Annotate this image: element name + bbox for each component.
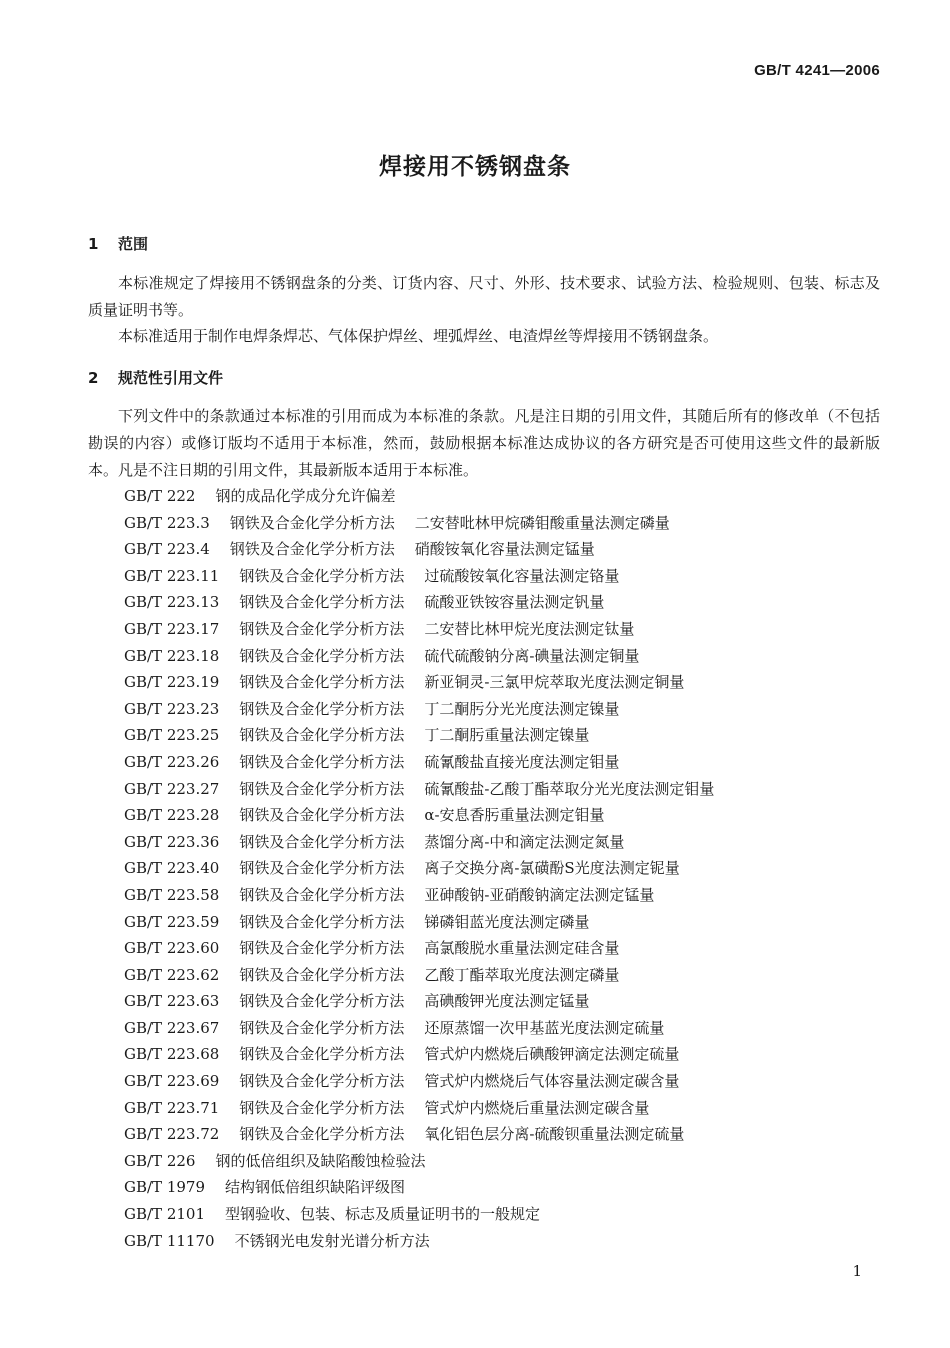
reference-item bbox=[124, 616, 714, 643]
reference-title: 钢铁及合金化学分析方法 bbox=[239, 832, 405, 851]
reference-title: 钢的低倍组织及缺陷酸蚀检验法 bbox=[215, 1151, 426, 1170]
section-number: 2 bbox=[88, 369, 99, 387]
reference-title: 钢铁及合金化学分析方法 bbox=[239, 859, 405, 878]
reference-method: 硫氰酸盐-乙酸丁酯萃取分光光度法测定钼量 bbox=[424, 779, 715, 798]
reference-code: GB/T 223.4 bbox=[124, 540, 210, 559]
section-number: 1 bbox=[88, 235, 99, 253]
reference-code: GB/T 223.72 bbox=[124, 1125, 220, 1144]
document-title: 焊接用不锈钢盘条 bbox=[379, 154, 571, 180]
standard-code: GB/T 4241—2006 bbox=[754, 62, 880, 79]
reference-code: GB/T 223.28 bbox=[124, 806, 220, 825]
reference-item bbox=[124, 510, 714, 537]
reference-title: 钢铁及合金化学分析方法 bbox=[229, 513, 395, 532]
section-1-heading bbox=[88, 233, 148, 254]
reference-method: 管式炉内燃烧后重量法测定碳含量 bbox=[424, 1098, 650, 1117]
reference-method: 高氯酸脱水重量法测定硅含量 bbox=[424, 939, 620, 958]
reference-title: 钢铁及合金化学分析方法 bbox=[239, 965, 405, 984]
reference-code: GB/T 1979 bbox=[124, 1178, 206, 1197]
reference-method: 新亚铜灵-三氯甲烷萃取光度法测定铜量 bbox=[424, 673, 685, 692]
section-title: 范围 bbox=[118, 235, 149, 253]
section-2-heading bbox=[88, 367, 223, 388]
reference-code: GB/T 223.18 bbox=[124, 646, 220, 665]
reference-code: GB/T 223.67 bbox=[124, 1018, 220, 1037]
reference-title: 钢铁及合金化学分析方法 bbox=[239, 1045, 405, 1064]
reference-method: 二安替吡林甲烷磷钼酸重量法测定磷量 bbox=[414, 513, 670, 532]
reference-method: 离子交换分离-氯磺酚S光度法测定铌量 bbox=[424, 859, 680, 878]
reference-title: 钢铁及合金化学分析方法 bbox=[239, 619, 405, 638]
reference-code: GB/T 223.60 bbox=[124, 939, 220, 958]
reference-item bbox=[124, 1041, 714, 1068]
reference-method: 还原蒸馏一次甲基蓝光度法测定硫量 bbox=[424, 1018, 665, 1037]
reference-method: 锑磷钼蓝光度法测定磷量 bbox=[424, 912, 590, 931]
reference-item bbox=[124, 1015, 714, 1042]
reference-code: GB/T 226 bbox=[124, 1151, 196, 1170]
reference-item bbox=[124, 749, 714, 776]
reference-method: 丁二酮肟重量法测定镍量 bbox=[424, 726, 590, 745]
reference-item bbox=[124, 1228, 714, 1255]
reference-method: 硫氰酸盐直接光度法测定钼量 bbox=[424, 752, 620, 771]
reference-item bbox=[124, 643, 714, 670]
reference-item bbox=[124, 536, 714, 563]
reference-title: 钢铁及合金化学分析方法 bbox=[229, 540, 395, 559]
reference-item bbox=[124, 722, 714, 749]
reference-code: GB/T 223.11 bbox=[124, 566, 220, 585]
reference-title: 钢铁及合金化学分析方法 bbox=[239, 779, 405, 798]
reference-method: 过硫酸铵氧化容量法测定铬量 bbox=[424, 566, 620, 585]
reference-code: GB/T 223.69 bbox=[124, 1072, 220, 1091]
reference-method: 蒸馏分离-中和滴定法测定氮量 bbox=[424, 832, 625, 851]
reference-title: 钢铁及合金化学分析方法 bbox=[239, 992, 405, 1011]
reference-code: GB/T 222 bbox=[124, 487, 196, 505]
reference-item bbox=[124, 855, 714, 882]
reference-title: 钢铁及合金化学分析方法 bbox=[239, 566, 405, 585]
reference-title: 钢铁及合金化学分析方法 bbox=[239, 1125, 405, 1144]
reference-item bbox=[124, 776, 714, 803]
reference-code: GB/T 2101 bbox=[124, 1205, 206, 1224]
reference-title: 不锈钢光电发射光谱分析方法 bbox=[234, 1231, 430, 1250]
section-title: 规范性引用文件 bbox=[118, 369, 224, 387]
paragraph: 本标准规定了焊接用不锈钢盘条的分类、订货内容、尺寸、外形、技术要求、试验方法、检验规则、包装、标志及质量证明书等。 bbox=[88, 274, 880, 319]
reference-code: GB/T 223.63 bbox=[124, 992, 220, 1011]
reference-item bbox=[124, 829, 714, 856]
reference-item bbox=[124, 935, 714, 962]
reference-title: 型钢验收、包装、标志及质量证明书的一般规定 bbox=[225, 1205, 541, 1224]
reference-code: GB/T 223.71 bbox=[124, 1098, 220, 1117]
reference-item bbox=[124, 1201, 714, 1228]
reference-item bbox=[124, 589, 714, 616]
reference-title: 钢铁及合金化学分析方法 bbox=[239, 1098, 405, 1117]
reference-code: GB/T 223.62 bbox=[124, 965, 220, 984]
reference-code: GB/T 223.58 bbox=[124, 885, 220, 904]
reference-title: 钢铁及合金化学分析方法 bbox=[239, 885, 405, 904]
reference-item bbox=[124, 563, 714, 590]
reference-title: 钢铁及合金化学分析方法 bbox=[239, 806, 405, 825]
reference-title: 钢铁及合金化学分析方法 bbox=[239, 593, 405, 612]
reference-list bbox=[124, 483, 714, 1254]
paragraph: 下列文件中的条款通过本标准的引用而成为本标准的条款。凡是注日期的引用文件，其随后所有的修改单（不包括勘误的内容）或修订版均不适用于本标准，然而，鼓励根据本标准达成协议的各方研究是否可使用这些文件的最新版本。凡是不注日期的引用文件，其最新版本适用于本标准。 bbox=[88, 407, 880, 479]
reference-title: 钢铁及合金化学分析方法 bbox=[239, 939, 405, 958]
reference-code: GB/T 223.13 bbox=[124, 593, 220, 612]
reference-title: 钢铁及合金化学分析方法 bbox=[239, 726, 405, 745]
reference-item bbox=[124, 483, 714, 510]
paragraph: 本标准适用于制作电焊条焊芯、气体保护焊丝、埋弧焊丝、电渣焊丝等焊接用不锈钢盘条。 bbox=[118, 327, 719, 345]
reference-item bbox=[124, 1148, 714, 1175]
reference-title: 钢铁及合金化学分析方法 bbox=[239, 699, 405, 718]
reference-item bbox=[124, 988, 714, 1015]
reference-method: α-安息香肟重量法测定钼量 bbox=[424, 806, 605, 825]
reference-item bbox=[124, 909, 714, 936]
reference-title: 结构钢低倍组织缺陷评级图 bbox=[225, 1178, 406, 1197]
reference-method: 管式炉内燃烧后碘酸钾滴定法测定硫量 bbox=[424, 1045, 680, 1064]
reference-item bbox=[124, 1095, 714, 1122]
reference-code: GB/T 223.3 bbox=[124, 513, 210, 532]
reference-item bbox=[124, 696, 714, 723]
reference-method: 亚砷酸钠-亚硝酸钠滴定法测定锰量 bbox=[424, 885, 655, 904]
reference-title: 钢铁及合金化学分析方法 bbox=[239, 646, 405, 665]
reference-title: 钢铁及合金化学分析方法 bbox=[239, 752, 405, 771]
reference-code: GB/T 223.19 bbox=[124, 673, 220, 692]
reference-title: 钢铁及合金化学分析方法 bbox=[239, 673, 405, 692]
reference-method: 二安替比林甲烷光度法测定钛量 bbox=[424, 619, 635, 638]
reference-method: 硫酸亚铁铵容量法测定钒量 bbox=[424, 593, 605, 612]
reference-code: GB/T 223.26 bbox=[124, 752, 220, 771]
reference-code: GB/T 223.68 bbox=[124, 1045, 220, 1064]
reference-code: GB/T 223.25 bbox=[124, 726, 220, 745]
reference-code: GB/T 223.17 bbox=[124, 619, 220, 638]
reference-code: GB/T 223.40 bbox=[124, 859, 220, 878]
reference-code: GB/T 223.27 bbox=[124, 779, 220, 798]
reference-title: 钢的成品化学成分允许偏差 bbox=[215, 487, 396, 505]
reference-title: 钢铁及合金化学分析方法 bbox=[239, 912, 405, 931]
reference-title: 钢铁及合金化学分析方法 bbox=[239, 1072, 405, 1091]
reference-item bbox=[124, 669, 714, 696]
reference-item bbox=[124, 802, 714, 829]
reference-method: 硝酸铵氧化容量法测定锰量 bbox=[414, 540, 595, 559]
reference-item bbox=[124, 962, 714, 989]
reference-code: GB/T 223.23 bbox=[124, 699, 220, 718]
reference-item bbox=[124, 1121, 714, 1148]
reference-method: 管式炉内燃烧后气体容量法测定碳含量 bbox=[424, 1072, 680, 1091]
reference-item bbox=[124, 1068, 714, 1095]
reference-code: GB/T 223.59 bbox=[124, 912, 220, 931]
reference-title: 钢铁及合金化学分析方法 bbox=[239, 1018, 405, 1037]
reference-method: 硫代硫酸钠分离-碘量法测定铜量 bbox=[424, 646, 640, 665]
reference-method: 氧化铝色层分离-硫酸钡重量法测定硫量 bbox=[424, 1125, 685, 1144]
reference-code: GB/T 223.36 bbox=[124, 832, 220, 851]
reference-method: 乙酸丁酯萃取光度法测定磷量 bbox=[424, 965, 620, 984]
page-number: 1 bbox=[852, 1262, 862, 1280]
reference-method: 丁二酮肟分光光度法测定镍量 bbox=[424, 699, 620, 718]
reference-item bbox=[124, 882, 714, 909]
reference-code: GB/T 11170 bbox=[124, 1231, 215, 1250]
reference-item bbox=[124, 1174, 714, 1201]
reference-method: 高碘酸钾光度法测定锰量 bbox=[424, 992, 590, 1011]
